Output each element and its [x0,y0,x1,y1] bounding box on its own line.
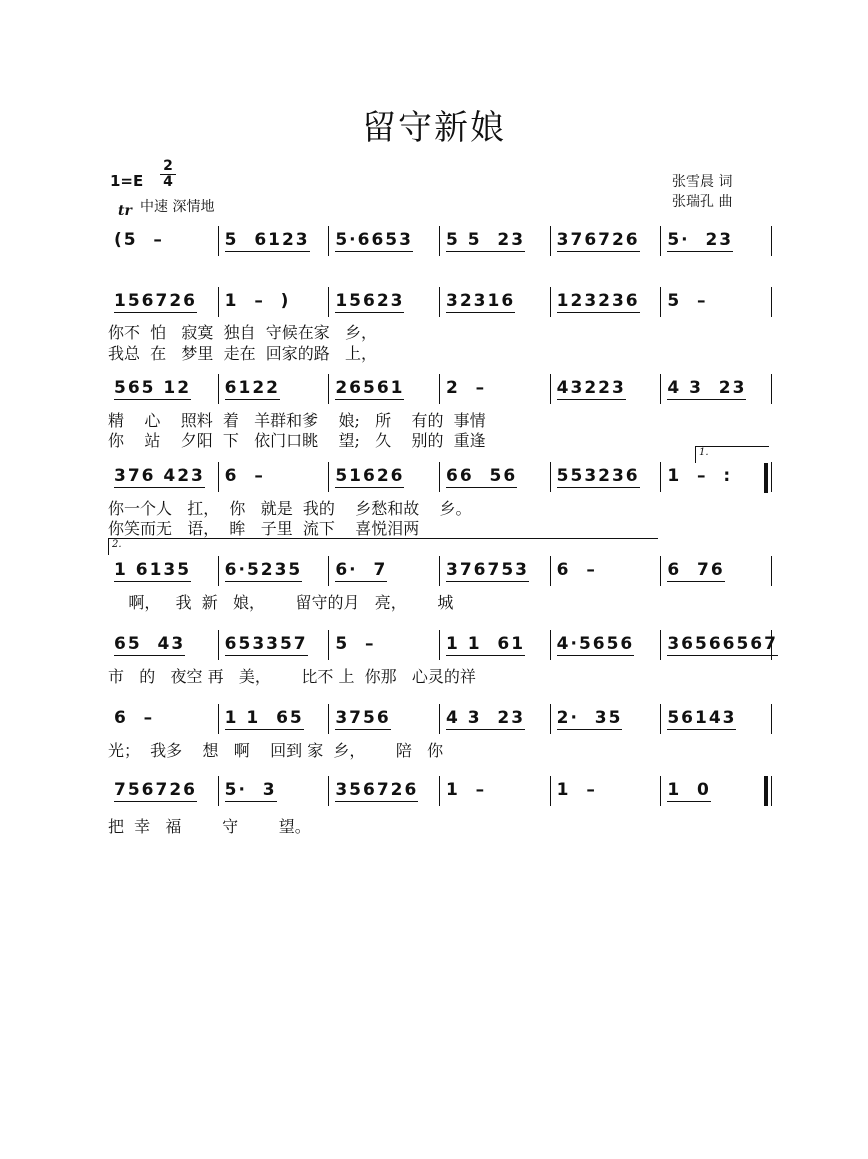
measure [219,287,330,317]
measure [329,630,440,660]
notation-row [108,287,772,321]
measure [440,704,551,734]
measure [219,630,330,660]
measure [108,462,219,492]
measure-notes: 6 76 [667,560,725,580]
measure [108,776,219,806]
measure-notes: 6 – [556,560,597,580]
lyric-line: 你笑而无 语， 眸 子里 流下 喜悦泪两 [108,519,420,538]
measure-notes: 565 12 [114,378,192,398]
measure [551,287,662,317]
measure [661,462,772,492]
lyric-line: 你一个人 扛， 你 就是 我的 乡愁和故 乡。 [108,499,472,518]
measure-notes: 1 – : [667,466,733,486]
measure [108,704,219,734]
measure [551,462,662,492]
measure-notes: 1 1 65 [224,708,304,728]
measure-notes: 1 1 61 [446,634,526,654]
measure-notes: 5· 3 [224,780,277,800]
measure [440,226,551,256]
lyric-line: 市 的 夜空 再 美， 比不 上 你那 心灵的祥 [108,667,476,686]
measure [108,374,219,404]
measure [551,704,662,734]
measure [661,287,772,317]
measure [219,226,330,256]
time-signature-top: 2 [163,158,173,174]
measure [329,226,440,256]
lyric-line: 啊， 我 新 娘， 留守的月 亮， 城 [108,593,454,612]
measure-notes: 4 3 23 [446,708,526,728]
measure-notes: 1 – [556,780,597,800]
measure-notes: 5 6123 [224,230,310,250]
measure-notes: 156726 [114,291,197,311]
measure [661,776,772,806]
measure-notes: 123236 [556,291,640,311]
song-title: 留守新娘 [362,108,506,148]
measure [440,776,551,806]
measure [329,556,440,586]
measure [661,630,778,660]
measure-notes: 36566567 [667,634,778,654]
first-ending-label: 1. [699,447,709,458]
measure [551,776,662,806]
measure [551,374,662,404]
time-signature-bottom: 4 [163,174,173,190]
lyricist-credit: 张雪晨 词 [672,174,733,190]
measure [329,704,440,734]
measure [219,776,330,806]
measure-notes: 6122 [224,378,280,398]
measure-notes: 5 – [667,291,708,311]
notation-row [108,462,772,496]
final-barline [764,776,768,806]
measure [108,556,219,586]
lyric-line: 精 心 照料 着 羊群和爹 娘; 所 有的 事情 [108,411,486,430]
notation-row [108,630,778,664]
measure-notes: 1 0 [667,780,711,800]
measure [661,556,772,586]
measure-notes: 4·5656 [556,634,635,654]
measure [219,556,330,586]
measure [108,226,219,256]
measure-notes: 5 5 23 [446,230,526,250]
second-ending-label: 2. [112,539,122,550]
lyric-line: 我总 在 梦里 走在 回家的路 上， [108,344,378,363]
measure [661,374,772,404]
notation-row [108,704,772,738]
measure-notes: 756726 [114,780,197,800]
notation-row [108,556,772,590]
first-ending-bracket [695,446,769,463]
lyric-line: 你不 怕 寂寞 独自 守候在家 乡， [108,323,378,342]
measure [661,704,772,734]
notation-row [108,226,772,260]
measure-notes: 1 – ) [224,291,291,311]
measure-notes: 32316 [446,291,516,311]
measure [440,630,551,660]
measure-notes: 66 56 [446,466,518,486]
measure-notes: 1 – [446,780,487,800]
measure-notes: 51626 [335,466,405,486]
measure-notes: 56143 [667,708,737,728]
measure-notes: 5·6653 [335,230,413,250]
measure-notes: 5· 23 [667,230,734,250]
second-ending-bracket [108,538,658,555]
measure [661,226,772,256]
notation-row [108,776,772,810]
lyric-line: 你 站 夕阳 下 依门口眺 望; 久 别的 重逢 [108,431,486,450]
notation-row [108,374,772,408]
measure-notes: 376726 [556,230,640,250]
measure-notes: 5 – [335,634,376,654]
measure-notes: 376753 [446,560,529,580]
tempo-marking: 中速 深情地 [140,199,215,215]
measure-notes: 376 423 [114,466,205,486]
measure [329,462,440,492]
measure-notes: 553236 [556,466,640,486]
measure-notes: 356726 [335,780,419,800]
repeat-barline [764,463,768,493]
measure-notes: (5 – [114,230,164,250]
measure-notes: 65 43 [114,634,186,654]
measure-notes: 6 – [114,708,155,728]
measure-notes: 2 – [446,378,487,398]
measure [551,630,662,660]
measure-notes: 43223 [556,378,626,398]
lyric-line: 光； 我多 想 啊 回到 家 乡， 陪 你 [108,741,444,760]
measure-notes: 1 6135 [114,560,192,580]
time-signature [160,160,176,189]
measure [551,226,662,256]
credits [672,172,732,212]
measure [329,287,440,317]
measure-notes: 15623 [335,291,405,311]
measure [329,374,440,404]
measure [329,776,440,806]
measure-notes: 2· 35 [556,708,623,728]
composer-credit: 张瑞孔 曲 [672,194,733,210]
measure [108,287,219,317]
measure [108,630,219,660]
trill-mark: tr [118,203,132,219]
measure-notes: 26561 [335,378,405,398]
measure-notes: 6· 7 [335,560,388,580]
measure [440,462,551,492]
key-signature: 1=E [110,172,144,190]
measure [551,556,662,586]
measure [219,462,330,492]
lyric-line: 把 幸 福 守 望。 [108,817,311,836]
measure-notes: 3756 [335,708,391,728]
measure-notes: 6·5235 [224,560,303,580]
measure [440,374,551,404]
measure-notes: 653357 [224,634,308,654]
measure-notes: 6 – [224,466,265,486]
measure [440,287,551,317]
measure [219,704,330,734]
measure-notes: 4 3 23 [667,378,747,398]
measure [440,556,551,586]
measure [219,374,330,404]
